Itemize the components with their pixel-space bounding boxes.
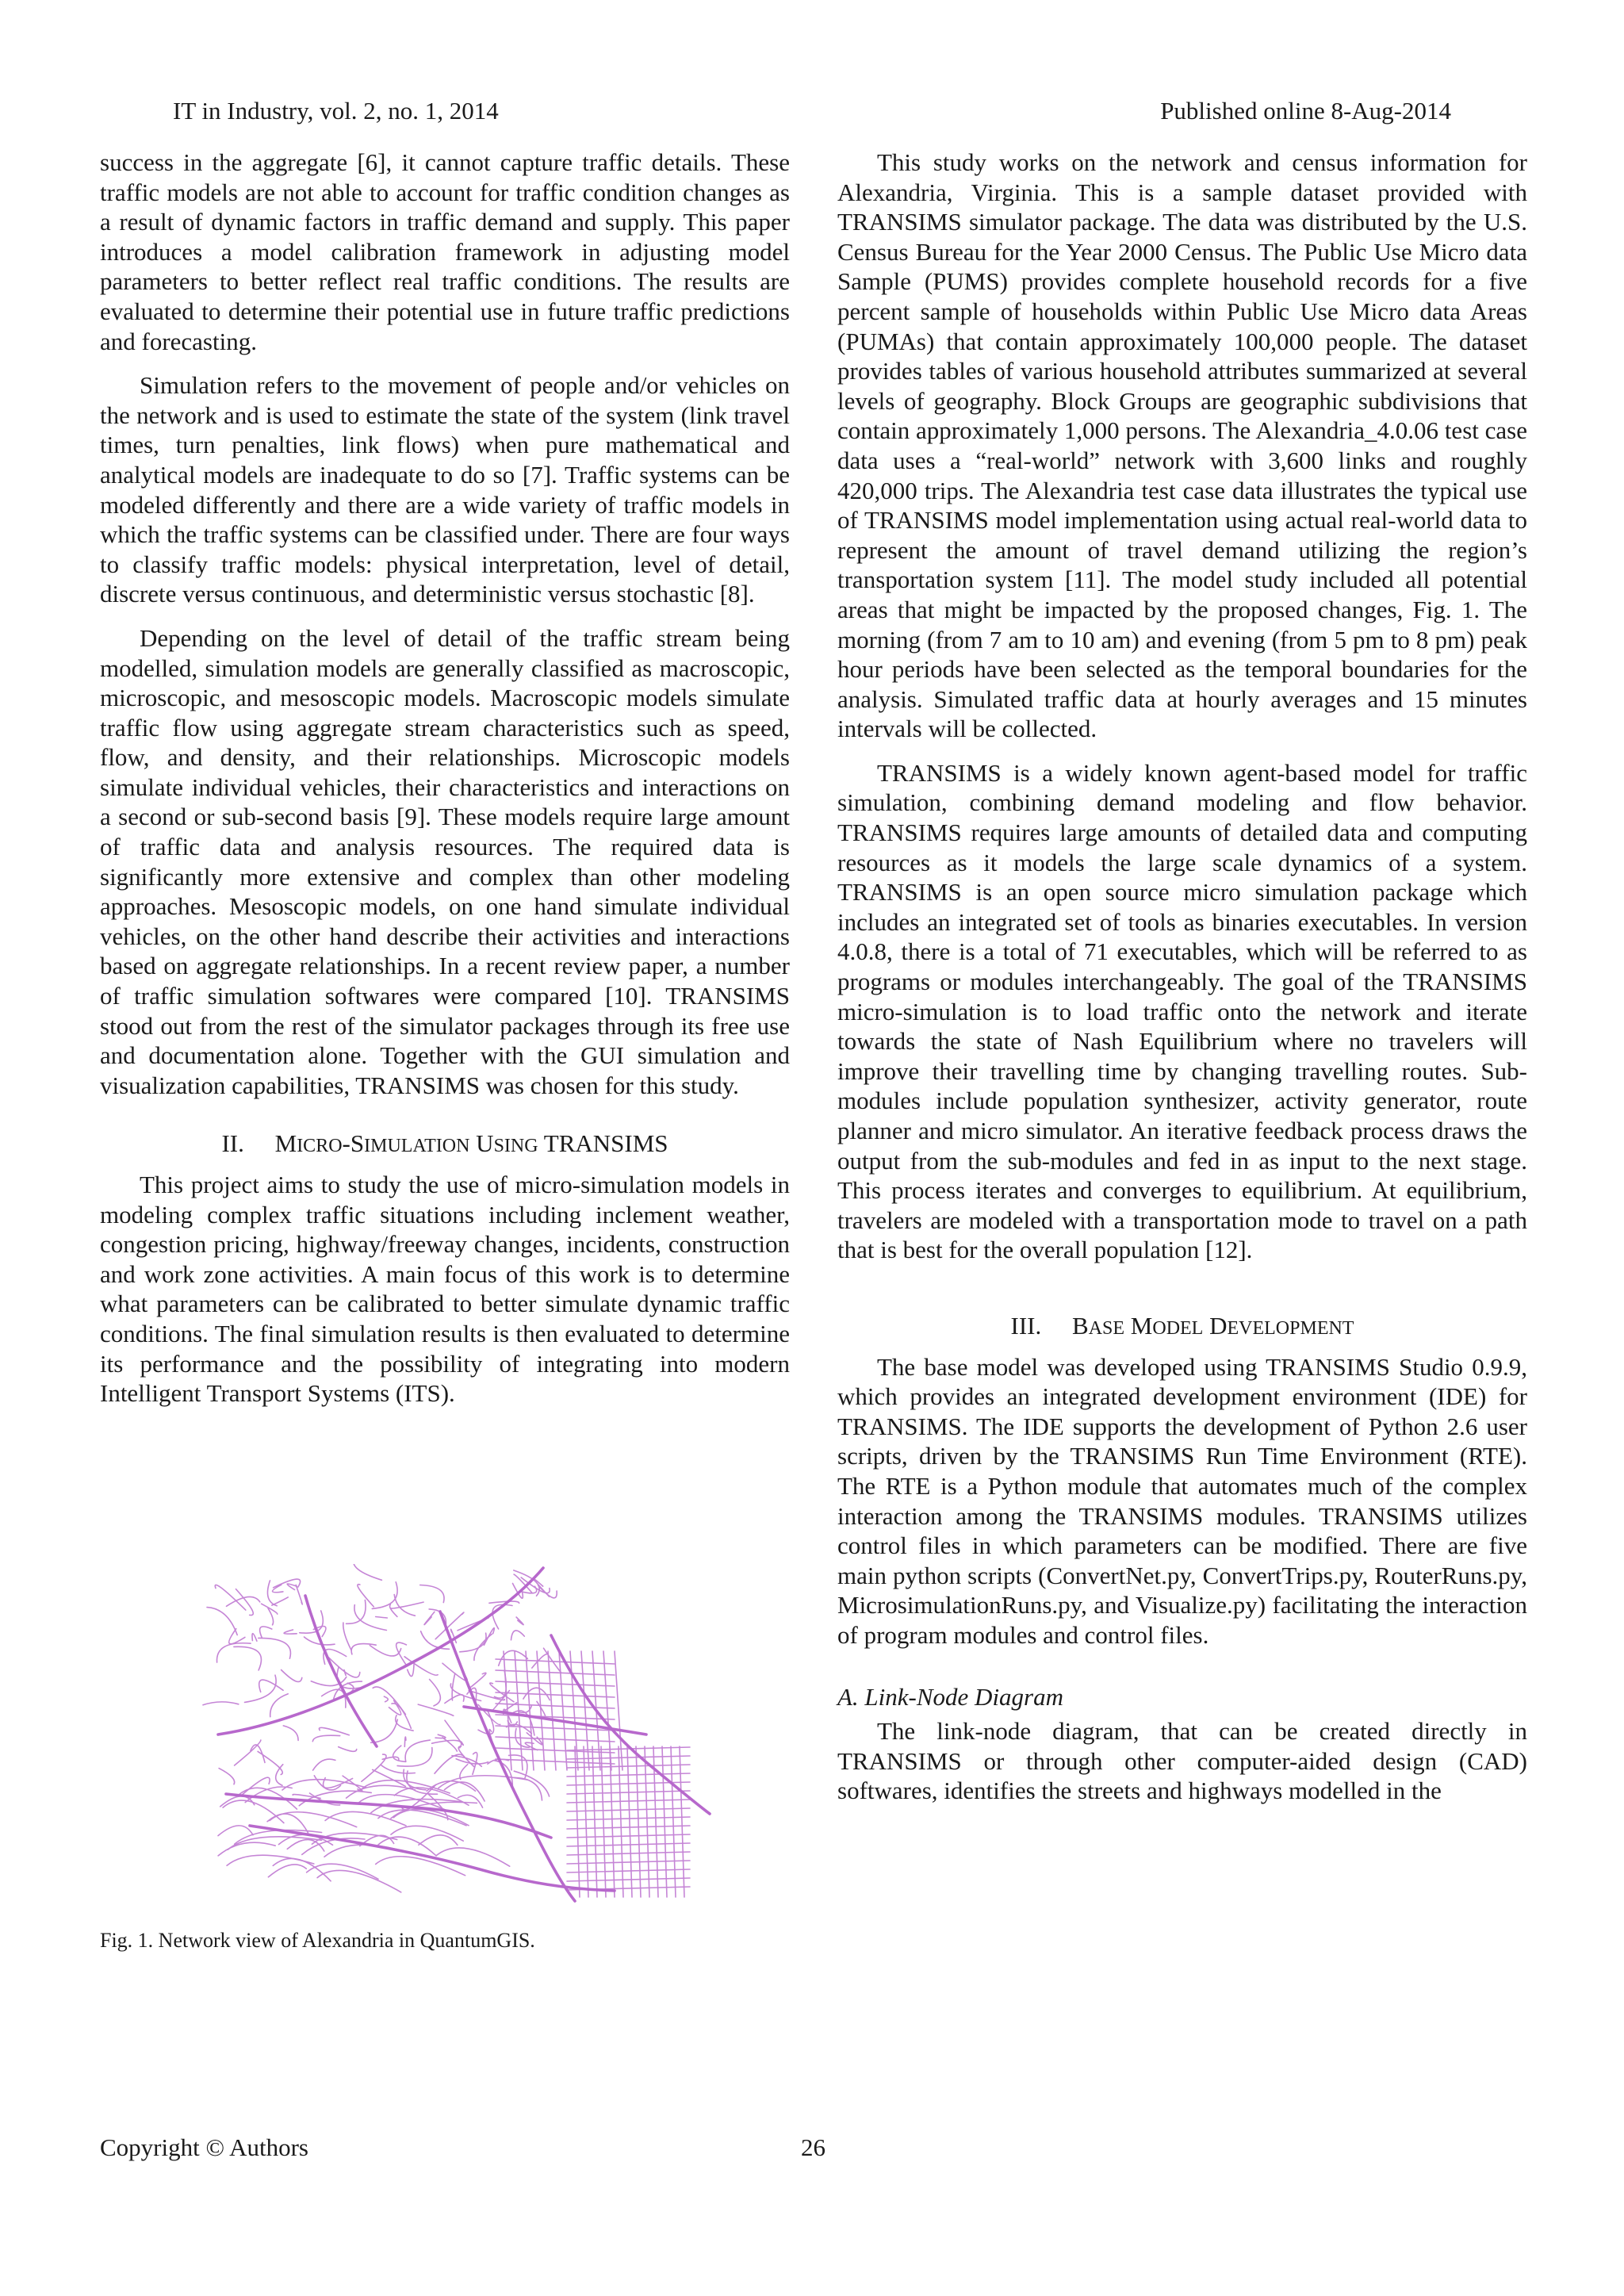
road-segment: [371, 1719, 398, 1742]
section-heading: II. MICRO-SIMULATION USING TRANSIMS: [221, 1129, 668, 1158]
road-segment: [419, 1835, 458, 1846]
road-segment: [496, 1670, 615, 1675]
road-segment: [324, 1845, 397, 1857]
road-segment: [229, 1629, 245, 1644]
road-segment: [418, 1704, 454, 1715]
road-segment: [548, 1651, 556, 1770]
road-segment: [325, 1811, 406, 1826]
road-segment: [287, 1584, 297, 1590]
paragraph: success in the aggregate [6], it cannot capture traffic details. These traffic models are not able to account for traffic condition changes as a result of dynamic factors in traffic demand and supply. This paper introduces a model calibration framework in adjusting model parameters to better reflect real traffic conditions. The results are evaluated to determine their potential use in future traffic predictions and forecasting.: [100, 148, 790, 355]
road-segment: [567, 1869, 690, 1872]
road-segment: [372, 1582, 397, 1609]
road-segment: [344, 1670, 346, 1676]
road-segment: [305, 1596, 377, 1746]
paragraph: TRANSIMS is a widely known agent-based model for traffic simulation, combining demand modeling and flow behavior. TRANSIMS requires large amounts of detailed data and computing resources as it models the large scale dynamics of a system. TRANSIMS is an open source micro simulation package which includes an integrated set of tools as binaries executables. In version 4.0.8, there is a total of 71 executables, which will be referred to as programs or modules interchangeably. The goal of the TRANSIMS micro-simulation is to load traffic onto the network and iterate towards the state of Nash Equilibrium where no travelers will improve their travelling time by changing travelling routes. Sub-modules include population synthesizer, activity generator, route planner and micro simulator. An iterative feedback process draws the output from the sub-modules and fed in as input to the next stage. This process iterates and converges to equilibrium. At equilibrium, travelers are modeled with a transportation mode to travel on a path that is best for the overall population [12].: [837, 758, 1527, 1264]
road-segment: [284, 1630, 297, 1634]
road-segment: [287, 1840, 324, 1851]
road-segment: [408, 1665, 414, 1677]
road-segment: [273, 1858, 331, 1880]
road-segment: [317, 1870, 401, 1892]
alexandria-network-map: [202, 1564, 718, 1905]
road-segment: [424, 1612, 435, 1624]
road-segment: [251, 1745, 265, 1763]
road-segment: [496, 1681, 615, 1686]
road-segment: [496, 1659, 615, 1664]
section-number: II.: [221, 1129, 244, 1158]
road-segment: [526, 1651, 534, 1770]
road-segment: [567, 1861, 690, 1864]
road-segment: [339, 1747, 357, 1752]
road-segment: [567, 1843, 690, 1846]
road-segment: [671, 1746, 676, 1897]
road-segment: [397, 1748, 432, 1766]
road-segment: [270, 1694, 288, 1717]
road-segment: [390, 1604, 397, 1616]
road-segment: [219, 1769, 235, 1784]
road-segment: [421, 1631, 450, 1650]
road-segment: [496, 1692, 615, 1697]
road-segment: [537, 1651, 545, 1770]
road-segment: [376, 1857, 465, 1876]
road-segment: [514, 1771, 549, 1796]
road-segment: [260, 1627, 272, 1638]
road-segment: [592, 1746, 597, 1897]
road-segment: [218, 1842, 275, 1856]
road-segment: [283, 1726, 298, 1741]
road-segment: [296, 1585, 302, 1604]
road-segment: [474, 1634, 492, 1660]
road-segment: [432, 1740, 462, 1747]
road-segment: [268, 1865, 306, 1877]
road-segment: [511, 1631, 525, 1640]
road-segment: [559, 1651, 567, 1770]
road-segment: [496, 1737, 615, 1742]
road-segment: [439, 1776, 528, 1788]
paragraph: The link-node diagram, that can be created directly in TRANSIMS or through other computer-aided design (CAD) softwares, identifies the streets and highways modelled in the: [837, 1717, 1527, 1805]
left-column: [100, 148, 790, 1409]
road-segment: [218, 1826, 253, 1836]
road-segment: [218, 1568, 543, 1734]
road-segment: [236, 1589, 254, 1616]
road-segment: [442, 1738, 457, 1751]
road-segment: [207, 1608, 237, 1635]
road-segment: [243, 1777, 270, 1794]
road-segment: [584, 1746, 588, 1897]
copyright: Copyright © Authors: [100, 2133, 308, 2161]
road-segment: [259, 1680, 283, 1692]
road-segment: [203, 1702, 239, 1705]
road-segment: [259, 1638, 291, 1658]
paragraph: Simulation refers to the movement of people and/or vehicles on the network and is used to estimate the state of the system (link travel times, turn penalties, link flows) when pure mathematical and analytical models are inadequate to do so [7]. Traffic systems can be modeled differently and there are a wide variety of traffic models in which the traffic systems can be classified under. There are four ways to classify traffic models: physical interpretation, level of detail, discrete versus continuous, and deterministic versus stochastic [8].: [100, 371, 790, 608]
road-segment: [636, 1746, 641, 1897]
road-segment: [351, 1644, 376, 1654]
road-segment: [420, 1585, 444, 1603]
page-number: 26: [801, 2133, 825, 2161]
road-segment: [581, 1651, 589, 1770]
road-segment: [235, 1740, 261, 1765]
road-segment: [392, 1704, 411, 1728]
road-segment: [373, 1687, 405, 1715]
road-segment: [312, 1735, 339, 1741]
road-segment: [268, 1608, 274, 1625]
road-segment: [492, 1604, 512, 1629]
road-segment: [376, 1617, 388, 1619]
road-segment: [436, 1848, 510, 1866]
road-segment: [270, 1812, 357, 1827]
paragraph: This study works on the network and census information for Alexandria, Virginia. This is a sample dataset provided with TRANSIMS simulator package. The data was distributed by the U.S. Census Bureau for the Year 2000 Census. The Public Use Micro data Sample (PUMS) provides complete household records for a five percent sample of households within Public Use Micro data Areas (PUMAs) that contain approximately 100,000 people. The dataset provides tables of various household attributes summarized at several levels of geography. Block Groups are geographic subdivisions that contain approximately 1,000 persons. The Alexandria_4.0.06 test case data uses a “real-world” network with 3,600 links and roughly 420,000 trips. The Alexandria test case data illustrates the typical use of TRANSIMS model implementation using actual real-world data to represent the amount of travel demand utilizing the region’s transportation system [11]. The model study included all potential areas that might be impacted by the proposed changes, Fig. 1. The morning (from 7 am to 10 am) and evening (from 5 pm to 8 pm) peak hour periods have been selected as the temporal boundaries for the analysis. Simulated traffic data at hourly averages and 15 minutes intervals will be collected.: [837, 148, 1527, 743]
road-segment: [489, 1601, 519, 1603]
road-segment: [362, 1754, 386, 1781]
road-segment: [610, 1746, 615, 1897]
right-column: [837, 148, 1527, 1806]
road-segment: [313, 1759, 335, 1770]
road-segment: [430, 1680, 441, 1706]
road-segment: [494, 1670, 506, 1698]
road-segment: [389, 1700, 401, 1715]
road-segment: [252, 1634, 257, 1642]
road-segment: [680, 1746, 684, 1897]
road-segment: [516, 1617, 523, 1625]
road-segment: [282, 1670, 302, 1682]
road-segment: [445, 1695, 464, 1704]
road-segment: [302, 1838, 365, 1854]
road-segment: [601, 1746, 606, 1897]
road-segment: [234, 1646, 262, 1670]
road-segment: [645, 1746, 649, 1897]
road-segment: [567, 1852, 690, 1855]
road-segment: [267, 1581, 277, 1606]
road-segment: [499, 1650, 528, 1665]
figure-caption: Fig. 1. Network view of Alexandria in QuantumGIS.: [100, 1929, 535, 1952]
published-date: Published online 8-Aug-2014: [1160, 97, 1451, 125]
road-segment: [393, 1746, 406, 1761]
section-number: III.: [1010, 1311, 1042, 1340]
road-segment: [215, 1585, 246, 1610]
subsection-heading: A. Link-Node Diagram: [837, 1682, 1064, 1711]
road-segment: [404, 1737, 406, 1746]
road-segment: [627, 1746, 632, 1897]
road-segment: [343, 1623, 351, 1650]
road-segment: [662, 1746, 667, 1897]
journal-header: IT in Industry, vol. 2, no. 1, 2014: [173, 97, 499, 125]
road-segment: [347, 1600, 366, 1624]
road-segment: [258, 1751, 282, 1774]
road-segment: [575, 1746, 580, 1897]
road-segment: [384, 1696, 388, 1702]
road-segment: [570, 1651, 578, 1770]
paragraph: Depending on the level of detail of the traffic stream being modelled, simulation models are generally classified as macroscopic, microscopic, and mesoscopic models. Macroscopic models simulate traffic flow using aggregate stream characteristics such as speed, flow, and density, and their relationships. Microscopic models simulate individual vehicles, their characteristics and interactions on a second or sub-second basis [9]. These models require large amount of traffic data and analysis resources. The required data is significantly more extensive and complex than other modeling approaches. Mesoscopic models, on one hand simulate individual vehicles, on the other hand describe their activities and interactions based on aggregate relationships. In a recent review paper, a number of traffic simulation softwares were compared [10]. TRANSIMS stood out from the rest of the simulator packages through its free use and documentation alone. Together with the GUI simulation and visualization capabilities, TRANSIMS was chosen for this study.: [100, 623, 790, 1099]
section-heading: III. BASE MODEL DEVELOPMENT: [1010, 1311, 1354, 1340]
road-segment: [319, 1727, 349, 1734]
road-segment: [354, 1564, 382, 1580]
road-segment: [567, 1878, 690, 1881]
road-segment: [567, 1826, 690, 1829]
road-segment: [391, 1602, 423, 1608]
road-segment: [435, 1734, 446, 1738]
paragraph: This project aims to study the use of micro-simulation models in modeling complex traffic situations including inclement weather, congestion pricing, highway/freeway changes, incidents, construction and work zone activities. A main focus of this work is to determine what parameters can be calibrated to better simulate dynamic traffic conditions. The final simulation results is then evaluated to determine its performance and the possibility of integrating into modern Intelligent Transport Systems (ITS).: [100, 1171, 790, 1408]
road-segment: [435, 1754, 465, 1773]
road-segment: [405, 1740, 430, 1761]
road-segment: [217, 1643, 251, 1662]
road-segment: [469, 1673, 486, 1688]
road-segment: [567, 1834, 690, 1838]
road-segment: [404, 1657, 438, 1675]
paragraph: The base model was developed using TRANSIMS Studio 0.9.9, which provides an integrated development environment (IDE) for TRANSIMS. The IDE supports the development of Python 2.6 user scripts, driven by the TRANSIMS Run Time Environment (RTE). The RTE is a Python module that automates much of the complex interaction among the TRANSIMS modules. TRANSIMS utilizes control files in which parameters can be modified. There are five main python scripts (ConvertNet.py, ConvertTrips.py, RouterRuns.py, MicrosimulationRuns.py, and Visualize.py) facilitating the interaction of program modules and control files.: [837, 1352, 1527, 1649]
